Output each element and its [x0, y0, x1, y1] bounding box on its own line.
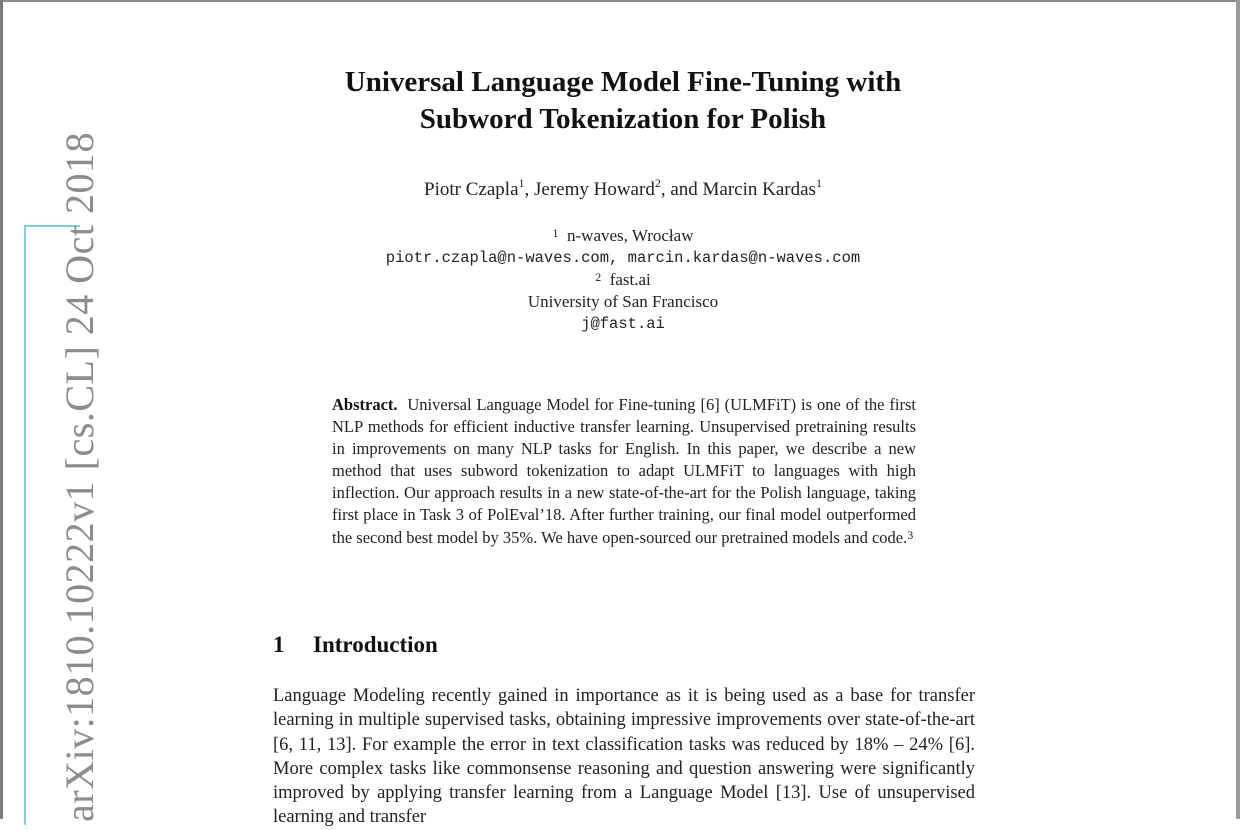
viewer-right-border — [1236, 0, 1240, 819]
abstract — [332, 394, 916, 549]
affil-mark: 1 — [552, 226, 559, 240]
affiliation-name: fast.ai — [609, 270, 651, 289]
affil-mark: 2 — [595, 270, 602, 284]
affiliation-1-emails: piotr.czapla@n-waves.com, marcin.kardas@n-waves.com — [385, 249, 861, 267]
affiliation-1 — [323, 225, 923, 247]
author-affil-mark: 1 — [815, 176, 822, 190]
author-name: Jeremy Howard — [534, 179, 655, 200]
abstract-label: Abstract. — [332, 395, 398, 414]
arxiv-identifier: arXiv:1810.10222v1 [cs.CL] 24 Oct 2018 — [57, 131, 102, 822]
section-title: Introduction — [313, 632, 438, 657]
section-heading — [273, 632, 438, 658]
abstract-text: Universal Language Model for Fine-tuning [6] (ULMFiT) is one of the first NLP methods for efficient inductive transfer learning. Unsupervised pretraining results in improvements on many NLP tasks for English. In this paper, we describe a new method that uses subword tokenization to adapt ULMFiT to languages with high inflection. Our approach results in a new state-of-the-art for the Polish language, taking first place in Task 3 of PolEval’18. After further training, our final model outperformed the second best model by 35%. We have open-sourced our pretrained models and code. — [332, 395, 917, 547]
section-number: 1 — [273, 632, 285, 657]
footnote-mark: 3 — [907, 527, 914, 542]
affiliation-2-email: j@fast.ai — [581, 315, 665, 333]
affiliation-name: n-waves, Wrocław — [567, 226, 694, 245]
affiliation-2 — [323, 269, 923, 291]
author-list — [303, 176, 943, 201]
title-line-2: Subword Tokenization for Polish — [419, 103, 827, 135]
introduction-paragraph: Language Modeling recently gained in importance as it is being used as a base for transfer learning in multiple supervised tasks, obtaining impressive improvements over state-of-the-art [6, 11, 13]. For example the error in text classification tasks was reduced by 18% – 24% [6]. More complex tasks like commonsense reasoning and question answering were significantly improved by applying transfer learning from a Language Model [13]. Use of unsupervised learning and transfer — [273, 686, 975, 828]
affiliations — [323, 225, 923, 335]
author-separator: , and — [660, 179, 703, 200]
author-name: Marcin Kardas — [702, 179, 816, 200]
author-name: Piotr Czapla — [424, 179, 519, 200]
title-line-1: Universal Language Model Fine-Tuning with — [344, 66, 902, 98]
author-separator: , — [524, 179, 534, 200]
paper-page — [3, 2, 1236, 828]
affiliation-2-institution: University of San Francisco — [527, 292, 719, 311]
author-affil-mark: 2 — [654, 176, 661, 190]
author-affil-mark: 1 — [518, 176, 525, 190]
paper-title — [293, 64, 953, 138]
